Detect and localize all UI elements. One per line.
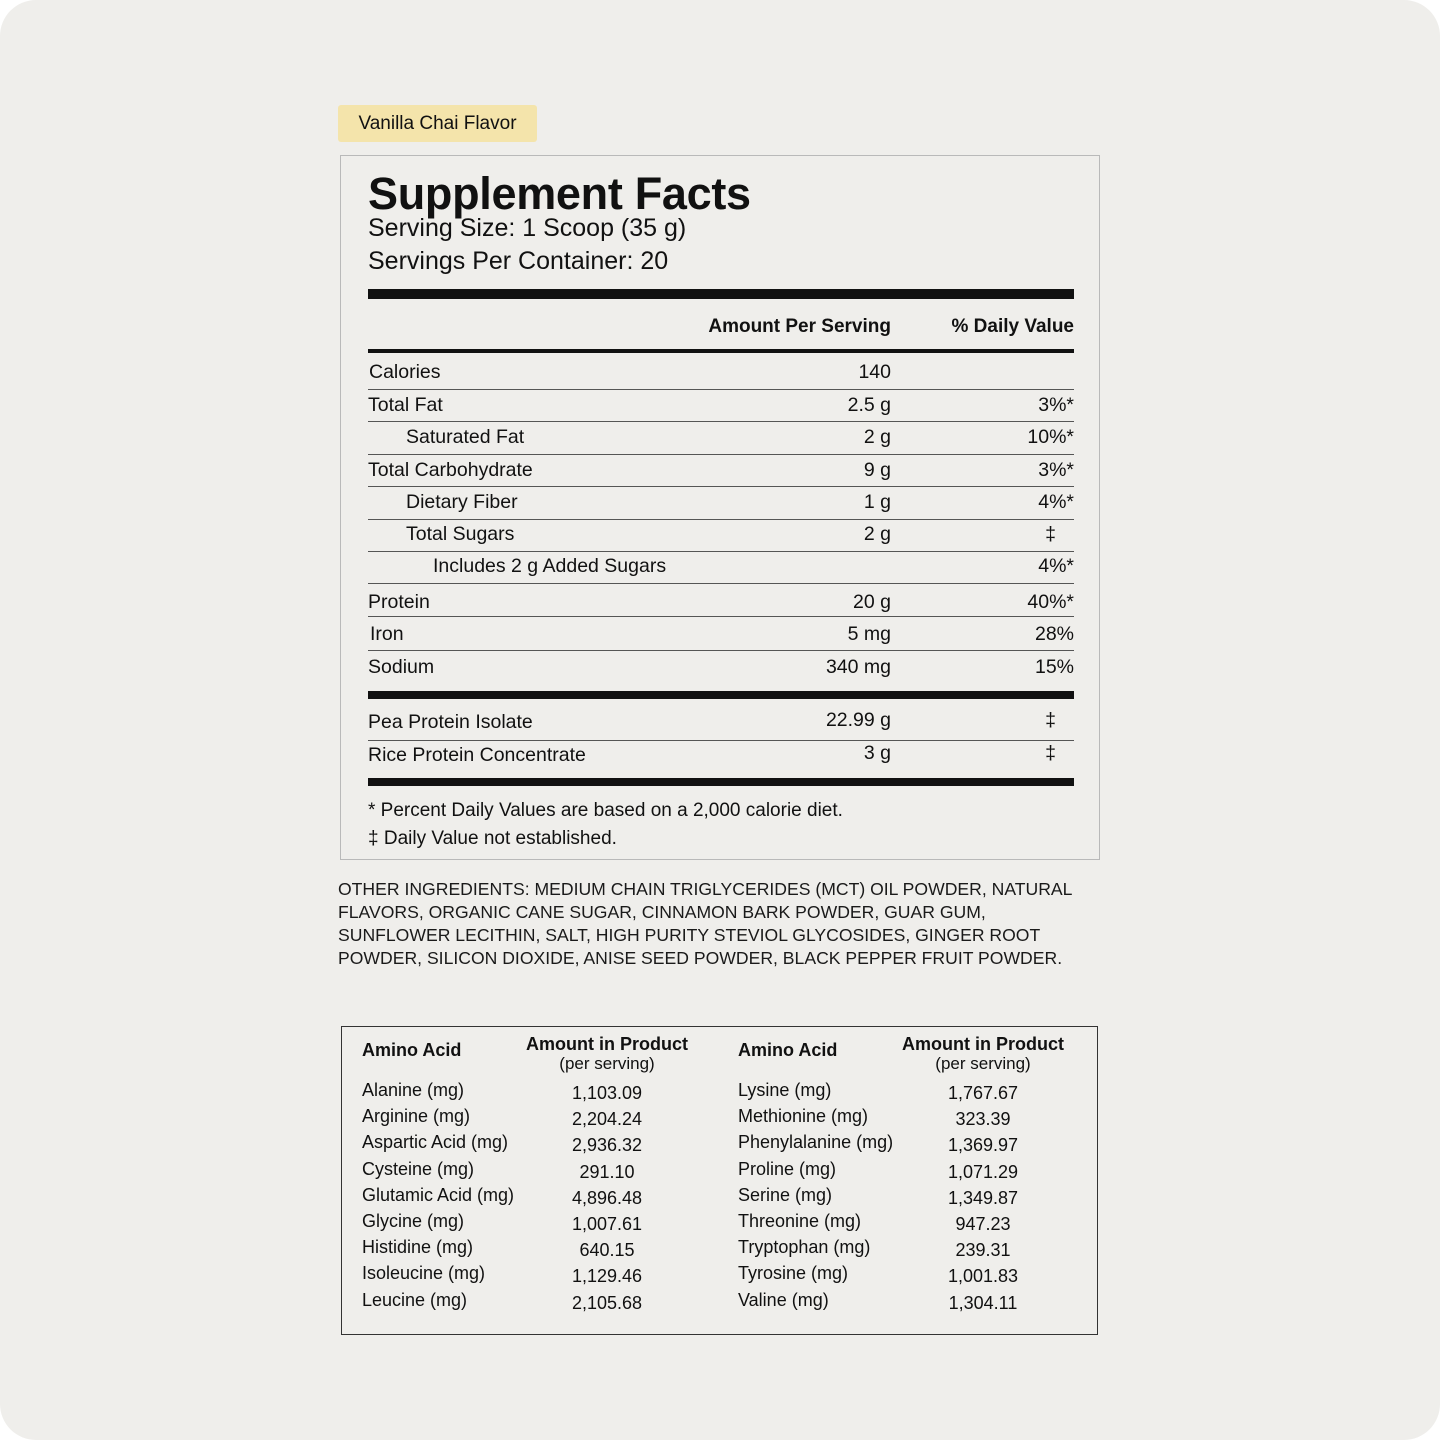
row-divider [368, 519, 1074, 520]
amino-amount: 4,896.48 [571, 1187, 643, 1208]
amino-name: Methionine (mg) [738, 1106, 869, 1127]
nutrient-name: Includes 2 g Added Sugars [433, 555, 667, 577]
amino-row [738, 1211, 1078, 1237]
amount-header [888, 1035, 1078, 1073]
serving-size: Serving Size: 1 Scoop (35 g) [368, 214, 687, 242]
ingredient-amount: 22.99 g [825, 709, 891, 731]
ingredient-daily-value: ‡ [1045, 709, 1056, 731]
ingredient-name: Pea Protein Isolate [368, 711, 533, 733]
row-divider [368, 650, 1074, 651]
row-divider [368, 616, 1074, 617]
amino-name: Proline (mg) [738, 1158, 837, 1179]
row-divider [368, 486, 1074, 487]
nutrient-amount: 5 mg [847, 623, 891, 645]
nutrient-name: Saturated Fat [406, 426, 525, 448]
amino-name: Cysteine (mg) [362, 1158, 475, 1179]
amino-name: Serine (mg) [738, 1184, 833, 1205]
nutrient-name: Total Fat [368, 394, 443, 416]
amino-amount: 1,369.97 [947, 1135, 1019, 1156]
footnote-daily-values: * Percent Daily Values are based on a 2,000 calorie diet. [368, 800, 843, 821]
nutrient-daily-value: 28% [1034, 623, 1074, 645]
amino-row [362, 1106, 702, 1132]
nutrient-name: Calories [369, 361, 441, 383]
daily-value-header: % Daily Value [951, 316, 1074, 337]
amino-name: Isoleucine (mg) [362, 1263, 486, 1284]
amino-acid-header: Amino Acid [362, 1040, 462, 1060]
thick-divider [368, 691, 1074, 699]
ingredient-name: Rice Protein Concentrate [368, 744, 586, 766]
amino-name: Leucine (mg) [362, 1289, 468, 1310]
row-divider [368, 389, 1074, 390]
amino-amount: 1,349.87 [947, 1187, 1019, 1208]
amino-amount: 1,767.67 [947, 1083, 1019, 1103]
nutrient-daily-value: 3%* [1038, 459, 1074, 481]
amino-row [738, 1237, 1078, 1263]
amino-amount: 1,001.83 [947, 1266, 1019, 1287]
flavor-badge: Vanilla Chai Flavor [338, 105, 537, 142]
nutrient-name: Total Carbohydrate [368, 459, 533, 481]
amino-amount: 1,007.61 [571, 1214, 643, 1234]
nutrient-amount: 20 g [853, 591, 891, 613]
amount-header [512, 1035, 702, 1073]
amino-name: Phenylalanine (mg) [738, 1132, 894, 1153]
amount-header-sub: (per serving) [935, 1054, 1031, 1073]
nutrient-daily-value: 4%* [1038, 491, 1074, 513]
amino-name: Tryptophan (mg) [738, 1237, 871, 1258]
amino-name: Glycine (mg) [362, 1211, 465, 1231]
nutrient-daily-value: ‡ [1045, 523, 1056, 545]
nutrient-name: Dietary Fiber [406, 491, 518, 513]
amino-amount: 640.15 [579, 1240, 635, 1261]
nutrient-amount: 2.5 g [847, 394, 891, 416]
amino-row [362, 1185, 702, 1211]
row-divider [368, 583, 1074, 584]
nutrient-name: Sodium [368, 656, 435, 678]
amino-name: Tyrosine (mg) [738, 1263, 849, 1284]
amino-amount: 291.10 [579, 1161, 635, 1182]
amino-row [738, 1080, 1078, 1106]
amino-row [738, 1263, 1078, 1289]
amino-acid-table [341, 1026, 1098, 1335]
amino-row [362, 1263, 702, 1289]
amino-amount: 947.23 [955, 1214, 1011, 1234]
amino-row [362, 1080, 702, 1106]
amino-row [362, 1132, 702, 1158]
nutrient-daily-value: 10%* [1027, 426, 1074, 448]
amino-amount: 1,071.29 [947, 1161, 1019, 1182]
amino-amount: 2,204.24 [571, 1109, 643, 1130]
nutrient-daily-value: 3%* [1038, 394, 1074, 416]
amino-name: Arginine (mg) [362, 1106, 471, 1127]
amount-header-title: Amount in Product [526, 1034, 688, 1054]
amino-amount: 2,105.68 [571, 1292, 643, 1313]
amino-acid-header: Amino Acid [738, 1040, 838, 1060]
nutrient-name: Protein [368, 591, 430, 613]
amount-per-serving-header: Amount Per Serving [708, 316, 891, 337]
amino-row [738, 1132, 1078, 1158]
amino-amount: 1,304.11 [948, 1292, 1018, 1313]
nutrient-amount: 140 [858, 361, 891, 383]
amino-row [738, 1106, 1078, 1132]
nutrient-amount: 2 g [863, 426, 891, 448]
amount-header-title: Amount in Product [902, 1034, 1064, 1054]
nutrient-name: Total Sugars [406, 523, 515, 545]
thick-divider [368, 289, 1074, 299]
amino-name: Valine (mg) [738, 1289, 829, 1310]
amino-amount: 1,103.09 [571, 1083, 643, 1103]
amino-row [362, 1211, 702, 1237]
amino-name: Histidine (mg) [362, 1237, 474, 1258]
amino-name: Alanine (mg) [362, 1080, 465, 1100]
amino-row [362, 1159, 702, 1185]
row-divider [368, 740, 1074, 741]
amino-row [738, 1290, 1078, 1316]
amino-amount: 239.31 [955, 1240, 1011, 1261]
footnote-not-established: ‡ Daily Value not established. [368, 828, 617, 849]
amino-name: Lysine (mg) [738, 1080, 832, 1100]
amino-amount: 2,936.32 [571, 1135, 643, 1156]
row-divider [368, 551, 1074, 552]
amino-row [362, 1237, 702, 1263]
amino-row [738, 1159, 1078, 1185]
nutrient-amount: 2 g [863, 523, 891, 545]
thick-divider [368, 778, 1074, 786]
servings-per-container: Servings Per Container: 20 [368, 247, 669, 275]
nutrient-amount: 1 g [863, 491, 891, 513]
facts-title: Supplement Facts [368, 168, 751, 219]
nutrient-daily-value: 4%* [1038, 555, 1074, 577]
row-divider [368, 454, 1074, 455]
amino-name: Glutamic Acid (mg) [362, 1184, 515, 1205]
amino-amount: 323.39 [955, 1109, 1011, 1130]
amount-header-sub: (per serving) [559, 1054, 655, 1073]
amino-name: Aspartic Acid (mg) [362, 1132, 509, 1153]
amino-row [738, 1185, 1078, 1211]
header-divider [368, 349, 1074, 353]
nutrient-amount: 9 g [863, 459, 891, 481]
amino-amount: 1,129.46 [571, 1266, 643, 1287]
nutrient-daily-value: 40%* [1027, 591, 1074, 613]
nutrient-daily-value: 15% [1034, 656, 1074, 678]
ingredient-amount: 3 g [863, 742, 891, 764]
amino-row [362, 1290, 702, 1316]
row-divider [368, 421, 1074, 422]
amino-name: Threonine (mg) [738, 1211, 862, 1231]
nutrient-amount: 340 mg [825, 656, 891, 678]
other-ingredients: OTHER INGREDIENTS: MEDIUM CHAIN TRIGLYCERIDES (MCT) OIL POWDER, NATURAL FLAVORS, ORGANIC CANE SUGAR, CINNAMON BARK POWDER, GUAR GUM, SUNFLOWER LECITHIN, SALT, HIGH PURITY STEVIOL GLYCOSIDES, GINGER ROOT POWDER, SILICON DIOXIDE, ANISE SEED POWDER, BLACK PEPPER FRUIT POWDER. [338, 879, 1072, 968]
supplement-facts-panel [340, 155, 1100, 860]
ingredient-daily-value: ‡ [1045, 742, 1056, 764]
nutrient-name: Iron [370, 623, 404, 645]
